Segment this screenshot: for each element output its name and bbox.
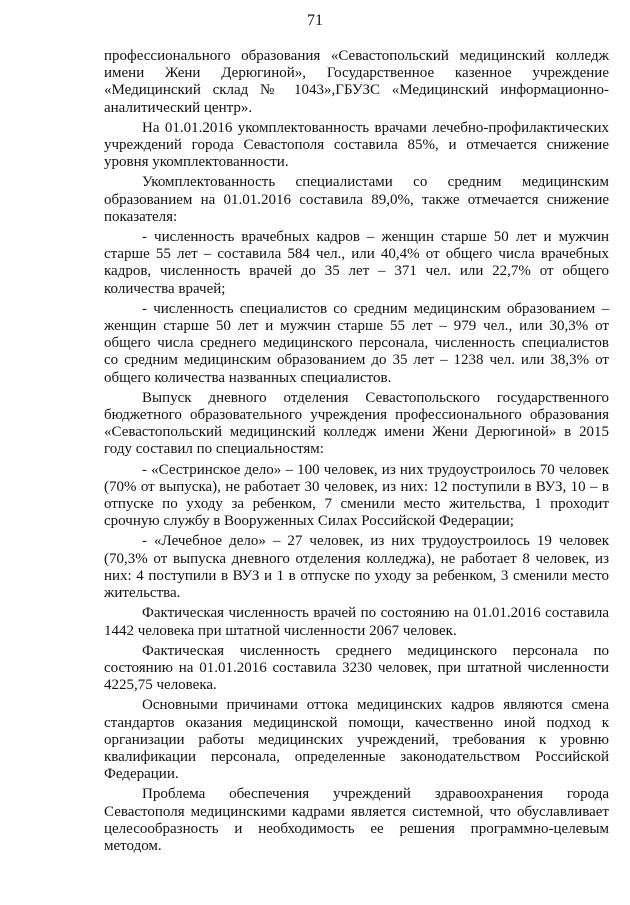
paragraph-outflow-reasons: Основными причинами оттока медицинских кадров являются смена стандартов оказания медицинской помощи, качественно иной подход к организации работы медицинских учреждений, требования к уровню квалификации персонала, определенные законодательством Российской Федерации. <box>104 697 609 783</box>
list-item-medicine: - «Лечебное дело» – 27 человек, из них трудоустроилось 19 человек (70,3% от выпуска дневного отделения колледжа), не работает 8 человек, из них: 4 поступили в ВУЗ и 1 в отпуске по уходу за ребенком, 3 сменили место жительства. <box>104 533 609 602</box>
body-text <box>104 48 609 858</box>
list-item-nurses: - численность специалистов со средним медицинским образованием – женщин старше 50 лет и мужчин старше 55 лет – 979 чел., или 30,3% от общего числа среднего медицинского персонала, численность специалистов со средним медицинским образованием до 35 лет – 1238 чел. или 38,3% от общего количества названных специалистов. <box>104 300 609 386</box>
paragraph-3: Укомплектованность специалистами со средним медицинским образованием на 01.01.2016 составила 89,0%, также отмечается снижение показателя: <box>104 174 609 225</box>
paragraph-1: профессионального образования «Севастопольский медицинский колледж имени Жени Дерюгиной», Государственное казенное учреждение «Медицинский склад № 1043»,ГБУЗС «Медицинский информационно-аналитический центр». <box>104 48 609 116</box>
page-number: 71 <box>307 12 323 29</box>
list-item-doctors: - численность врачебных кадров – женщин старше 50 лет и мужчин старше 55 лет – составила 584 чел., или 40,4% от общего числа врачебных кадров, численность врачей до 35 лет – 371 чел. или 22,7% от общего количества врачей; <box>104 229 609 297</box>
paragraph-2: На 01.01.2016 укомплектованность врачами лечебно-профилактических учреждений города Севастополя составила 85%, и отмечается снижение уровня укомплектованности. <box>104 119 609 171</box>
list-item-nursing: - «Сестринское дело» – 100 человек, из них трудоустроилось 70 человек (70% от выпуска), не работает 30 человек, из них: 12 поступили в ВУЗ, 10 – в отпуске по уходу за ребенком, 7 сменили место жительства, 1 проходит срочную службу в Вооруженных Силах Российской Федерации; <box>104 461 609 530</box>
paragraph-graduates: Выпуск дневного отделения Севастопольского государственного бюджетного образовательного учреждения профессионального образования «Севастопольский медицинский колледж имени Жени Дерюгиной» в 2015 году составил по специальностям: <box>104 389 609 458</box>
paragraph-staff-count: Фактическая численность среднего медицинского персонала по состоянию на 01.01.2016 составила 3230 человек, при штатной численности 4225,75 человека. <box>104 642 609 694</box>
paragraph-doctors-count: Фактическая численность врачей по состоянию на 01.01.2016 составила 1442 человека при штатной численности 2067 человек. <box>104 605 609 639</box>
paragraph-conclusion: Проблема обеспечения учреждений здравоохранения города Севастополя медицинскими кадрами является системной, что обуславливает целесообразность и необходимость ее решения программно-целевым методом. <box>104 786 609 854</box>
